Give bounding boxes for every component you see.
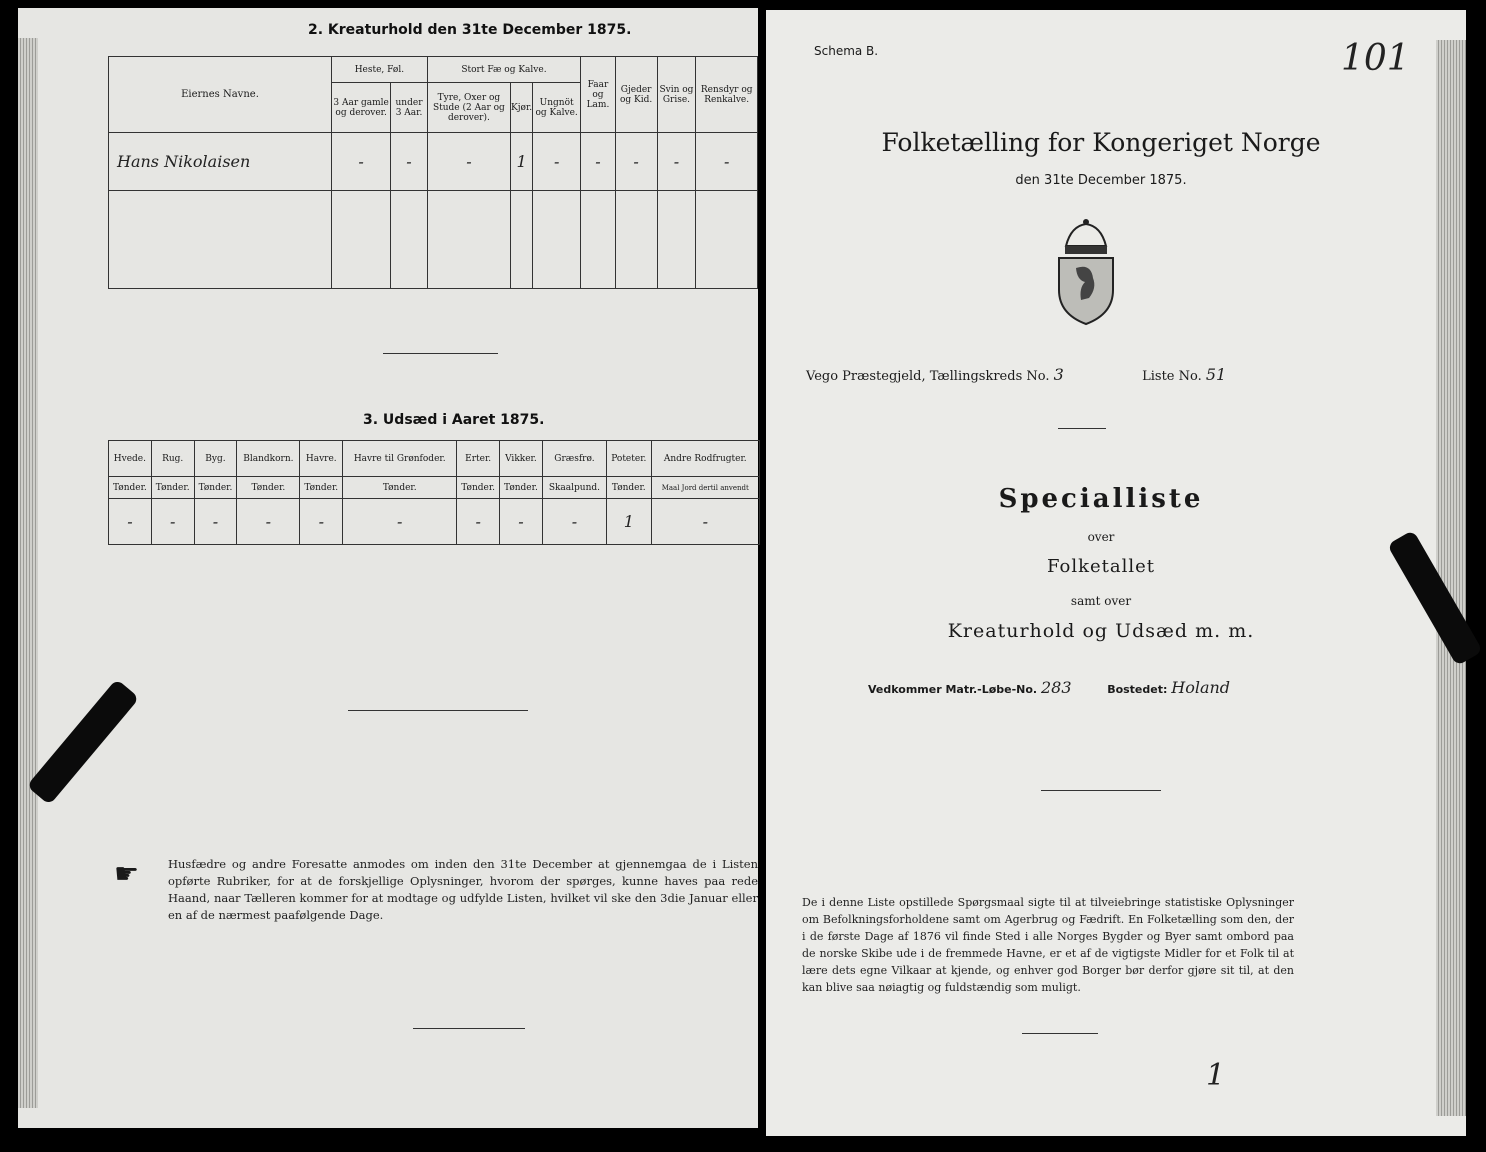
matr-label: Vedkommer Matr.-Løbe-No. (868, 683, 1038, 696)
kreds-label: Tællingskreds No. (929, 369, 1050, 384)
col-header: Vikker. (500, 441, 543, 477)
page-edge (18, 38, 38, 1108)
empty-cell (696, 191, 758, 289)
col-header: Erter. (457, 441, 500, 477)
owner-col-header: Eiernes Navne. (109, 57, 332, 133)
table-cell: 1 (607, 499, 651, 545)
unit-label: Tønder. (194, 477, 237, 499)
divider (1058, 428, 1106, 429)
kreds-value: 3 (1053, 365, 1064, 384)
col-header: Kjør. (511, 83, 533, 133)
table-cell: 1 (511, 133, 533, 191)
over-label: over (1087, 530, 1115, 544)
folketallet-label: Folketallet (1046, 556, 1156, 577)
col-header: Faar og Lam. (581, 57, 616, 133)
table-cell: - (696, 133, 758, 191)
col-header: Svin og Grise. (657, 57, 696, 133)
main-subtitle: den 31te December 1875. (1015, 173, 1187, 188)
col-header: Ungnöt og Kalve. (533, 83, 581, 133)
divider (1041, 790, 1161, 791)
unit-label: Skaalpund. (542, 477, 606, 499)
empty-cell (332, 191, 391, 289)
empty-cell (581, 191, 616, 289)
unit-label: Tønder. (109, 477, 152, 499)
divider (413, 1028, 525, 1029)
footer-text: De i denne Liste opstillede Spørgsmaal sigte til at tilveiebringe statistiske Oplysninger om Befolkningsforholdene samt om Agerbrug og Fædrift. En Folketælling som den, der i de første Dage af 1876 vil finde Sted i alle Norges Bygder og Byer samt ombord paa de norske Skibe ude i de fremmede Havne, er et af de vigtigste Midler for et Folk til at lære dets egne Vilkaar at kjende, og enhver god Borger bør derfor gjøre sit til, at den kan blive saa nøiagtig og fuldstændig som muligt. (802, 896, 1294, 994)
table-cell: - (651, 499, 759, 545)
col-header: Gjeder og Kid. (615, 57, 657, 133)
table-cell: - (343, 499, 457, 545)
col-header: Blandkorn. (237, 441, 300, 477)
district-prefix: Vego Præstegjeld, (806, 369, 926, 384)
col-header: Poteter. (607, 441, 651, 477)
col-header: 3 Aar gamle og derover. (332, 83, 391, 133)
table-cell: - (542, 499, 606, 545)
table-cell: - (391, 133, 427, 191)
table-cell: - (427, 133, 510, 191)
group-header-stort-fae: Stort Fæ og Kalve. (427, 57, 580, 83)
matr-line (868, 678, 1230, 697)
empty-cell (391, 191, 427, 289)
empty-cell (615, 191, 657, 289)
left-page (18, 8, 758, 1128)
col-header: Andre Rodfrugter. (651, 441, 759, 477)
bosted-value: Holand (1171, 678, 1231, 697)
unit-label: Tønder. (500, 477, 543, 499)
col-header: Græsfrø. (542, 441, 606, 477)
unit-label: Tønder. (343, 477, 457, 499)
table-cell: - (332, 133, 391, 191)
empty-cell (657, 191, 696, 289)
kreaturhold-label: Kreaturhold og Udsæd m. m. (947, 620, 1255, 642)
col-header: Rug. (151, 441, 194, 477)
liste-label: Liste No. (1142, 369, 1202, 384)
specialliste-heading: Specialliste (998, 484, 1204, 514)
table-cell: - (500, 499, 543, 545)
section3-title: 3. Udsæd i Aaret 1875. (363, 412, 545, 428)
table-cell: - (581, 133, 616, 191)
kreaturhold-table (108, 56, 758, 289)
empty-cell (533, 191, 581, 289)
notice-text: Husfædre og andre Foresatte anmodes om inden den 31te December at gjennemgaa de i Listen opførte Rubriker, for at de forskjellige Oplysninger, hvorom der spørges, kunne haves paa rede Haand, naar Tælleren kommer for at modtage og udfylde Listen, hvilket vil ske den 3die Januar eller en af de nærmest paafølgende Dage. (168, 857, 758, 922)
main-title: Folketælling for Kongeriget Norge (881, 128, 1321, 157)
col-header: under 3 Aar. (391, 83, 427, 133)
coat-of-arms-icon (1051, 218, 1121, 328)
page-number: 101 (1341, 38, 1410, 79)
schema-label: Schema B. (814, 44, 879, 58)
pointing-hand-icon: ☛ (114, 857, 140, 890)
col-header: Rensdyr og Renkalve. (696, 57, 758, 133)
group-header-heste: Heste, Føl. (332, 57, 428, 83)
empty-cell (511, 191, 533, 289)
unit-label: Tønder. (607, 477, 651, 499)
matr-value: 283 (1040, 678, 1072, 697)
unit-label: Tønder. (237, 477, 300, 499)
table-cell: - (533, 133, 581, 191)
section2-title: 2. Kreaturhold den 31te December 1875. (308, 22, 632, 38)
udsaed-table (108, 440, 760, 545)
table-cell: - (615, 133, 657, 191)
table-cell: - (151, 499, 194, 545)
col-header: Hvede. (109, 441, 152, 477)
samt-over-label: samt over (1070, 594, 1132, 608)
right-page (766, 10, 1466, 1136)
empty-cell (109, 191, 332, 289)
table-cell: - (657, 133, 696, 191)
liste-value: 51 (1205, 365, 1227, 384)
col-header: Havre til Grønfoder. (343, 441, 457, 477)
divider (348, 710, 528, 711)
table-cell: - (194, 499, 237, 545)
table-cell: - (237, 499, 300, 545)
handwritten-mark: 1 (1206, 1058, 1226, 1093)
empty-cell (427, 191, 510, 289)
bosted-label: Bostedet: (1107, 683, 1168, 696)
unit-label: Maal Jord dertil anvendt (651, 477, 759, 499)
district-line (806, 365, 1226, 384)
unit-label: Tønder. (457, 477, 500, 499)
col-header: Tyre, Oxer og Stude (2 Aar og derover). (427, 83, 510, 133)
owner-name: Hans Nikolaisen (109, 133, 332, 191)
unit-label: Tønder. (300, 477, 343, 499)
unit-label: Tønder. (151, 477, 194, 499)
divider (383, 353, 498, 354)
col-header: Byg. (194, 441, 237, 477)
col-header: Havre. (300, 441, 343, 477)
divider (1022, 1033, 1098, 1034)
table-cell: - (457, 499, 500, 545)
table-cell: - (300, 499, 343, 545)
table-cell: - (109, 499, 152, 545)
